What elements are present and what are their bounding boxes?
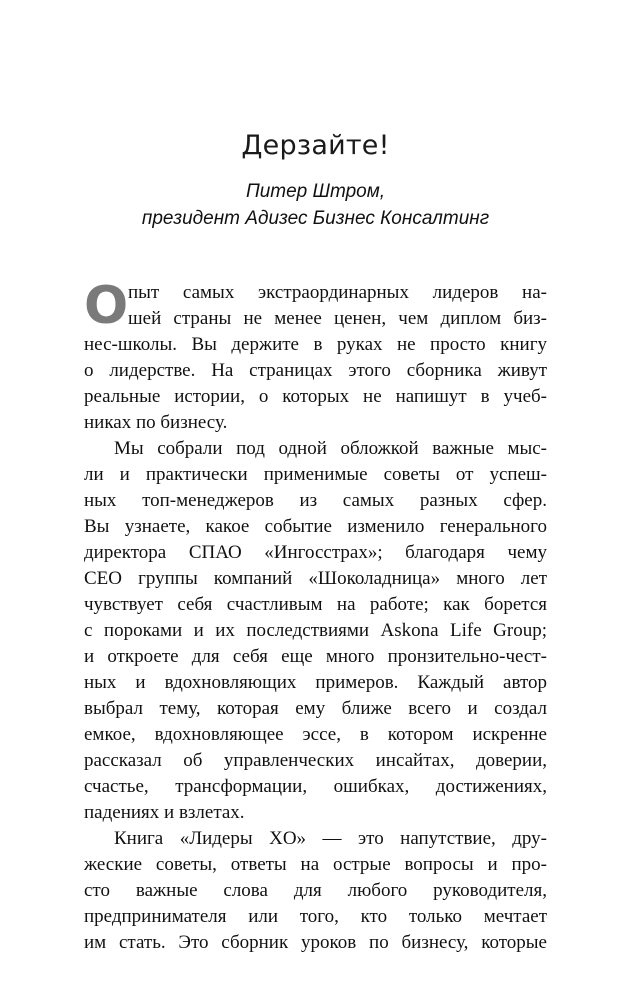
text-line: CEO группы компаний «Шоколадница» много лет [84, 568, 547, 589]
text-line: пыт самых экстраординарных лидеров на- [128, 282, 547, 303]
text-line: ных и вдохновляющих примеров. Каждый автор [84, 672, 547, 693]
text-line: нес-школы. Вы держите в руках не просто книгу [84, 334, 547, 355]
text-line: ли и практически применимые советы от успеш- [84, 464, 547, 485]
body-text [84, 276, 547, 956]
text-line: никах по бизнесу. [84, 412, 228, 433]
text-line: сто важные слова для любого руководителя, [84, 880, 547, 901]
author-block [0, 178, 631, 232]
text-line: Книга «Лидеры XO» — это напутствие, дру- [114, 828, 547, 849]
text-line: предпринимателя или того, кто только мечтает [84, 906, 547, 927]
text-line: Мы собрали под одной обложкой важные мыс- [114, 438, 547, 459]
chapter-heading: Дерзайте! [241, 130, 390, 161]
text-line: ных топ-менеджеров из самых разных сфер. [84, 490, 547, 511]
text-line: и откроете для себя еще много пронзительно-чест- [84, 646, 547, 667]
text-line: директора СПАО «Ингосстрах»; благодаря чему [84, 542, 547, 563]
text-line: чувствует себя счастливым на работе; как борется [84, 594, 547, 615]
text-line: выбрал тему, которая ему ближе всего и создал [84, 698, 547, 719]
text-line: им стать. Это сборник уроков по бизнесу, которые [84, 932, 547, 953]
text-line: падениях и взлетах. [84, 802, 245, 823]
author-name: Питер Штром, [245, 181, 386, 202]
text-line: емкое, вдохновляющее эссе, в котором искренне [84, 724, 547, 745]
text-line: реальные истории, о которых не напишут в учеб- [84, 386, 547, 407]
drop-cap: О [84, 276, 129, 336]
text-line: Вы узнаете, какое событие изменило генерального [84, 516, 547, 537]
text-line: о лидерстве. На страницах этого сборника живут [84, 360, 547, 381]
author-position: президент Адизес Бизнес Консалтинг [141, 208, 490, 229]
text-line: с пороками и их последствиями Askona Life Group; [84, 620, 547, 641]
text-line: рассказал об управленческих инсайтах, доверии, [84, 750, 547, 771]
text-line: счастье, трансформации, ошибках, достижениях, [84, 776, 547, 797]
text-line: жеские советы, ответы на острые вопросы и про- [84, 854, 547, 875]
text-line: шей страны не менее ценен, чем диплом биз- [128, 308, 547, 329]
